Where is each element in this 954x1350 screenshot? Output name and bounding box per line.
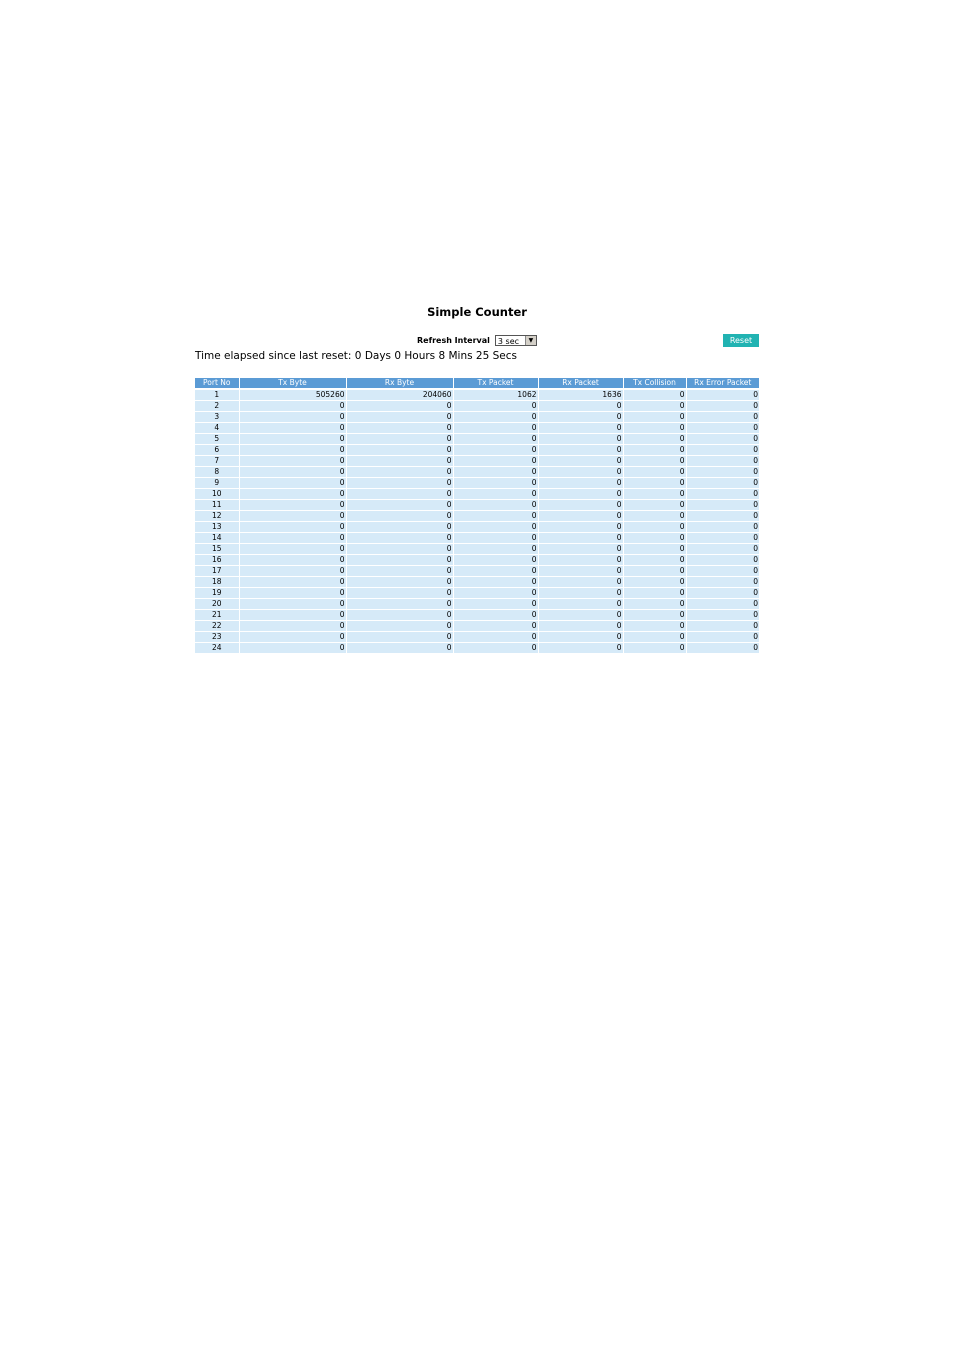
- cell-tx-collision: 0: [623, 643, 686, 654]
- cell-rx-byte: 0: [346, 467, 453, 478]
- cell-rx-error-packet: 0: [686, 533, 759, 544]
- table-row: [195, 522, 759, 533]
- counter-table-body: [195, 389, 759, 654]
- cell-rx-error-packet: 0: [686, 610, 759, 621]
- elapsed-time-text: Time elapsed since last reset: 0 Days 0 Hours 8 Mins 25 Secs: [195, 350, 518, 362]
- cell-port-no: 15: [195, 544, 239, 555]
- cell-tx-packet: 0: [453, 632, 538, 643]
- cell-tx-packet: 0: [453, 500, 538, 511]
- cell-tx-packet: 0: [453, 577, 538, 588]
- cell-tx-collision: 0: [623, 599, 686, 610]
- cell-tx-byte: 0: [239, 500, 346, 511]
- cell-tx-packet: 0: [453, 478, 538, 489]
- cell-rx-packet: 0: [538, 423, 623, 434]
- cell-rx-error-packet: 0: [686, 599, 759, 610]
- cell-rx-byte: 0: [346, 610, 453, 621]
- cell-rx-byte: 0: [346, 533, 453, 544]
- cell-port-no: 10: [195, 489, 239, 500]
- refresh-interval-row: [417, 334, 537, 347]
- cell-tx-collision: 0: [623, 621, 686, 632]
- cell-rx-error-packet: 0: [686, 445, 759, 456]
- cell-tx-byte: 0: [239, 621, 346, 632]
- table-row: [195, 599, 759, 610]
- table-row: [195, 621, 759, 632]
- cell-rx-byte: 0: [346, 456, 453, 467]
- cell-port-no: 14: [195, 533, 239, 544]
- cell-rx-byte: 0: [346, 478, 453, 489]
- cell-rx-error-packet: 0: [686, 467, 759, 478]
- cell-rx-packet: 0: [538, 511, 623, 522]
- cell-rx-packet: 1636: [538, 389, 623, 401]
- cell-port-no: 5: [195, 434, 239, 445]
- table-row: [195, 401, 759, 412]
- cell-rx-packet: 0: [538, 401, 623, 412]
- cell-tx-packet: 0: [453, 555, 538, 566]
- cell-tx-byte: 0: [239, 610, 346, 621]
- cell-tx-byte: 0: [239, 434, 346, 445]
- cell-port-no: 19: [195, 588, 239, 599]
- cell-rx-packet: 0: [538, 412, 623, 423]
- cell-rx-byte: 0: [346, 544, 453, 555]
- table-row: [195, 544, 759, 555]
- table-row: [195, 445, 759, 456]
- cell-rx-byte: 0: [346, 566, 453, 577]
- table-row: [195, 555, 759, 566]
- counter-table: [195, 378, 759, 654]
- cell-rx-error-packet: 0: [686, 412, 759, 423]
- cell-rx-error-packet: 0: [686, 588, 759, 599]
- cell-tx-packet: 0: [453, 643, 538, 654]
- cell-rx-byte: 204060: [346, 389, 453, 401]
- cell-port-no: 6: [195, 445, 239, 456]
- header-tx-collision: Tx Collision: [623, 378, 686, 389]
- cell-tx-packet: 0: [453, 621, 538, 632]
- table-row: [195, 632, 759, 643]
- cell-port-no: 2: [195, 401, 239, 412]
- cell-tx-packet: 0: [453, 544, 538, 555]
- refresh-interval-value: 3 sec: [497, 337, 520, 346]
- cell-port-no: 8: [195, 467, 239, 478]
- cell-rx-error-packet: 0: [686, 632, 759, 643]
- cell-rx-packet: 0: [538, 566, 623, 577]
- table-row: [195, 511, 759, 522]
- cell-tx-byte: 0: [239, 522, 346, 533]
- cell-rx-error-packet: 0: [686, 566, 759, 577]
- cell-tx-packet: 0: [453, 401, 538, 412]
- cell-tx-collision: 0: [623, 467, 686, 478]
- cell-rx-packet: 0: [538, 599, 623, 610]
- header-port-no: Port No: [195, 378, 239, 389]
- cell-tx-collision: 0: [623, 566, 686, 577]
- cell-tx-byte: 0: [239, 588, 346, 599]
- chevron-down-icon[interactable]: ▼: [525, 336, 536, 345]
- cell-rx-error-packet: 0: [686, 621, 759, 632]
- cell-rx-byte: 0: [346, 500, 453, 511]
- table-row: [195, 412, 759, 423]
- cell-tx-packet: 0: [453, 456, 538, 467]
- table-row: [195, 489, 759, 500]
- cell-rx-error-packet: 0: [686, 401, 759, 412]
- cell-rx-error-packet: 0: [686, 577, 759, 588]
- cell-tx-packet: 0: [453, 412, 538, 423]
- reset-button[interactable]: Reset: [723, 334, 759, 347]
- cell-tx-collision: 0: [623, 389, 686, 401]
- cell-tx-packet: 0: [453, 511, 538, 522]
- cell-port-no: 16: [195, 555, 239, 566]
- cell-tx-packet: 0: [453, 489, 538, 500]
- cell-tx-packet: 0: [453, 566, 538, 577]
- cell-rx-error-packet: 0: [686, 643, 759, 654]
- cell-rx-packet: 0: [538, 478, 623, 489]
- table-row: [195, 643, 759, 654]
- cell-rx-byte: 0: [346, 522, 453, 533]
- cell-tx-packet: 0: [453, 522, 538, 533]
- table-row: [195, 566, 759, 577]
- cell-tx-packet: 1062: [453, 389, 538, 401]
- table-row: [195, 423, 759, 434]
- header-rx-error-packet: Rx Error Packet: [686, 378, 759, 389]
- header-rx-packet: Rx Packet: [538, 378, 623, 389]
- cell-port-no: 20: [195, 599, 239, 610]
- cell-rx-packet: 0: [538, 610, 623, 621]
- refresh-interval-select[interactable]: [495, 335, 537, 346]
- cell-rx-error-packet: 0: [686, 555, 759, 566]
- cell-rx-byte: 0: [346, 555, 453, 566]
- cell-rx-packet: 0: [538, 555, 623, 566]
- table-row: [195, 588, 759, 599]
- cell-port-no: 23: [195, 632, 239, 643]
- cell-rx-packet: 0: [538, 577, 623, 588]
- table-row: [195, 610, 759, 621]
- cell-tx-byte: 0: [239, 599, 346, 610]
- cell-tx-packet: 0: [453, 533, 538, 544]
- cell-port-no: 24: [195, 643, 239, 654]
- cell-rx-packet: 0: [538, 467, 623, 478]
- header-tx-byte: Tx Byte: [239, 378, 346, 389]
- table-row: [195, 533, 759, 544]
- cell-rx-byte: 0: [346, 588, 453, 599]
- cell-rx-byte: 0: [346, 577, 453, 588]
- cell-port-no: 1: [195, 389, 239, 401]
- cell-rx-error-packet: 0: [686, 500, 759, 511]
- cell-rx-byte: 0: [346, 401, 453, 412]
- refresh-interval-label: Refresh Interval: [417, 336, 490, 345]
- cell-tx-collision: 0: [623, 577, 686, 588]
- cell-rx-packet: 0: [538, 434, 623, 445]
- cell-rx-error-packet: 0: [686, 434, 759, 445]
- cell-rx-packet: 0: [538, 500, 623, 511]
- cell-rx-packet: 0: [538, 522, 623, 533]
- table-row: [195, 467, 759, 478]
- cell-tx-byte: 0: [239, 511, 346, 522]
- cell-tx-collision: 0: [623, 401, 686, 412]
- cell-tx-byte: 0: [239, 544, 346, 555]
- page-title: Simple Counter: [427, 305, 527, 319]
- cell-port-no: 21: [195, 610, 239, 621]
- cell-tx-byte: 0: [239, 577, 346, 588]
- cell-rx-error-packet: 0: [686, 489, 759, 500]
- cell-tx-byte: 0: [239, 412, 346, 423]
- cell-rx-byte: 0: [346, 434, 453, 445]
- cell-tx-packet: 0: [453, 610, 538, 621]
- cell-rx-error-packet: 0: [686, 389, 759, 401]
- cell-rx-byte: 0: [346, 445, 453, 456]
- cell-tx-byte: 0: [239, 467, 346, 478]
- table-row: [195, 456, 759, 467]
- cell-port-no: 13: [195, 522, 239, 533]
- cell-port-no: 7: [195, 456, 239, 467]
- cell-rx-packet: 0: [538, 621, 623, 632]
- cell-rx-packet: 0: [538, 456, 623, 467]
- cell-tx-byte: 0: [239, 401, 346, 412]
- cell-rx-error-packet: 0: [686, 522, 759, 533]
- table-row: [195, 478, 759, 489]
- cell-rx-byte: 0: [346, 489, 453, 500]
- cell-port-no: 22: [195, 621, 239, 632]
- cell-tx-collision: 0: [623, 544, 686, 555]
- cell-rx-error-packet: 0: [686, 544, 759, 555]
- cell-tx-byte: 0: [239, 555, 346, 566]
- cell-tx-collision: 0: [623, 412, 686, 423]
- cell-rx-byte: 0: [346, 423, 453, 434]
- cell-port-no: 9: [195, 478, 239, 489]
- cell-rx-byte: 0: [346, 511, 453, 522]
- cell-rx-packet: 0: [538, 544, 623, 555]
- cell-tx-byte: 0: [239, 445, 346, 456]
- cell-tx-byte: 505260: [239, 389, 346, 401]
- cell-tx-collision: 0: [623, 522, 686, 533]
- cell-tx-collision: 0: [623, 489, 686, 500]
- table-row: [195, 577, 759, 588]
- table-row: [195, 434, 759, 445]
- cell-tx-packet: 0: [453, 467, 538, 478]
- cell-rx-packet: 0: [538, 643, 623, 654]
- cell-tx-byte: 0: [239, 489, 346, 500]
- cell-rx-byte: 0: [346, 643, 453, 654]
- cell-tx-byte: 0: [239, 456, 346, 467]
- cell-rx-packet: 0: [538, 533, 623, 544]
- cell-port-no: 3: [195, 412, 239, 423]
- cell-tx-packet: 0: [453, 588, 538, 599]
- cell-tx-collision: 0: [623, 533, 686, 544]
- cell-tx-collision: 0: [623, 555, 686, 566]
- cell-tx-collision: 0: [623, 588, 686, 599]
- cell-tx-packet: 0: [453, 599, 538, 610]
- cell-port-no: 11: [195, 500, 239, 511]
- cell-rx-byte: 0: [346, 599, 453, 610]
- cell-tx-byte: 0: [239, 643, 346, 654]
- cell-port-no: 18: [195, 577, 239, 588]
- cell-rx-byte: 0: [346, 632, 453, 643]
- cell-rx-packet: 0: [538, 489, 623, 500]
- cell-tx-collision: 0: [623, 445, 686, 456]
- cell-tx-collision: 0: [623, 500, 686, 511]
- cell-tx-collision: 0: [623, 632, 686, 643]
- cell-tx-byte: 0: [239, 478, 346, 489]
- table-header-row: [195, 378, 759, 389]
- cell-rx-error-packet: 0: [686, 423, 759, 434]
- cell-tx-collision: 0: [623, 456, 686, 467]
- cell-tx-packet: 0: [453, 445, 538, 456]
- cell-rx-packet: 0: [538, 445, 623, 456]
- header-rx-byte: Rx Byte: [346, 378, 453, 389]
- cell-rx-error-packet: 0: [686, 511, 759, 522]
- cell-tx-byte: 0: [239, 566, 346, 577]
- cell-rx-byte: 0: [346, 621, 453, 632]
- cell-rx-error-packet: 0: [686, 456, 759, 467]
- table-row: [195, 389, 759, 401]
- cell-tx-collision: 0: [623, 478, 686, 489]
- cell-tx-collision: 0: [623, 511, 686, 522]
- cell-tx-byte: 0: [239, 632, 346, 643]
- cell-tx-packet: 0: [453, 434, 538, 445]
- cell-port-no: 17: [195, 566, 239, 577]
- cell-tx-packet: 0: [453, 423, 538, 434]
- header-tx-packet: Tx Packet: [453, 378, 538, 389]
- cell-tx-byte: 0: [239, 423, 346, 434]
- cell-tx-byte: 0: [239, 533, 346, 544]
- cell-rx-byte: 0: [346, 412, 453, 423]
- cell-rx-packet: 0: [538, 632, 623, 643]
- cell-tx-collision: 0: [623, 423, 686, 434]
- cell-port-no: 12: [195, 511, 239, 522]
- cell-rx-packet: 0: [538, 588, 623, 599]
- table-row: [195, 500, 759, 511]
- cell-tx-collision: 0: [623, 434, 686, 445]
- cell-tx-collision: 0: [623, 610, 686, 621]
- cell-rx-error-packet: 0: [686, 478, 759, 489]
- cell-port-no: 4: [195, 423, 239, 434]
